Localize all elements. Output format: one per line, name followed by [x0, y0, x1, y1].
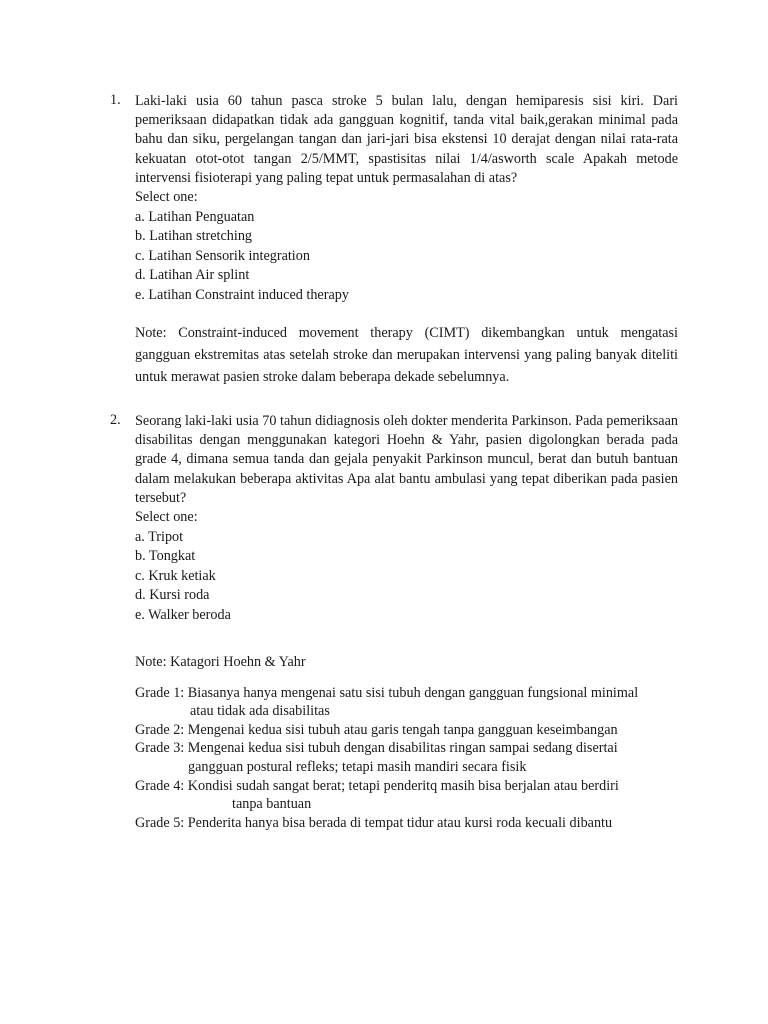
option-e: e. Latihan Constraint induced therapy [135, 286, 349, 303]
option-b: b. Tongkat [135, 548, 196, 565]
grade-label: Grade 2: [135, 721, 185, 738]
grade-text: Mengenai kedua sisi tubuh atau garis tengah tanpa gangguan keseimbangan [187, 721, 618, 738]
grade-label: Grade 4: [135, 777, 185, 794]
option-c: c. Latihan Sensorik integration [135, 247, 310, 264]
grade-item [135, 684, 678, 721]
note: Note: Constraint-induced movement therapy (CIMT) dikembangkan untuk mengatasi gangguan ekstremitas atas setelah stroke dan merupakan intervensi yang paling banyak diteliti untuk merawat pasien stroke dalam beberapa dekade sebelumnya. [135, 324, 678, 385]
option-b: b. Latihan stretching [135, 228, 253, 245]
grade-text-continued: tanpa bantuan [232, 796, 312, 813]
grade-item [135, 777, 678, 814]
option-a: a. Latihan Penguatan [135, 208, 255, 225]
option-d: d. Kursi roda [135, 587, 210, 604]
select-one-label: Select one: [135, 509, 198, 526]
question-text: Seorang laki-laki usia 70 tahun didiagnosis oleh dokter menderita Parkinson. Pada pemeriksaan disabilitas dengan menggunakan kategori Hoehn & Yahr, pasien digolongkan berada pada grade 4, dimana semua tanda dan gejala penyakit Parkinson muncul, berat dan butuh bantuan dalam melakukan beberapa aktivitas Apa alat bantu ambulasi yang tepat diberikan pada pasien tersebut? [135, 413, 678, 506]
grade-text: Penderita hanya bisa berada di tempat tidur atau kursi roda kecuali dibantu [187, 814, 613, 831]
question-text: Laki-laki usia 60 tahun pasca stroke 5 bulan lalu, dengan hemiparesis sisi kiri. Dari pemeriksaan didapatkan tidak ada gangguan kognitif, tanda vital baik,gerakan minimal pada bahu dan siku, pergelangan tangan dan jari-jari bisa ekstensi 10 derajat dengan nilai rata-rata kekuatan otot-otot tangan 2/5/MMT, spastisitas nilai 1/4/asworth scale Apakah metode intervensi fisioterapi yang paling tepat untuk permasalahan di atas? [135, 93, 678, 186]
grade-text: Biasanya hanya mengenai satu sisi tubuh dengan gangguan fungsional minimal [187, 684, 639, 701]
grade-label: Grade 1: [135, 684, 185, 701]
option-c: c. Kruk ketiak [135, 567, 216, 584]
options-list [135, 208, 678, 306]
grade-item [135, 721, 678, 740]
grade-label: Grade 3: [135, 740, 185, 757]
grade-text: Mengenai kedua sisi tubuh dengan disabilitas ringan sampai sedang disertai [187, 740, 618, 757]
note-title: Note: Katagori Hoehn & Yahr [135, 653, 306, 670]
grade-text-continued: gangguan postural refleks; tetapi masih mandiri secara fisik [188, 758, 527, 775]
grade-item [135, 739, 678, 776]
grade-list [135, 684, 678, 833]
grade-label: Grade 5: [135, 814, 185, 831]
question-number: 2. [110, 412, 121, 428]
option-a: a. Tripot [135, 528, 184, 545]
option-d: d. Latihan Air splint [135, 267, 250, 284]
grade-item [135, 814, 678, 833]
question-2 [110, 412, 678, 832]
grade-text: Kondisi sudah sangat berat; tetapi penderitq masih bisa berjalan atau berdiri [187, 777, 619, 794]
grade-text-continued: atau tidak ada disabilitas [190, 703, 330, 720]
question-1 [110, 92, 678, 388]
question-number: 1. [110, 92, 121, 108]
options-list [135, 528, 678, 626]
select-one-label: Select one: [135, 189, 198, 206]
option-e: e. Walker beroda [135, 606, 231, 623]
